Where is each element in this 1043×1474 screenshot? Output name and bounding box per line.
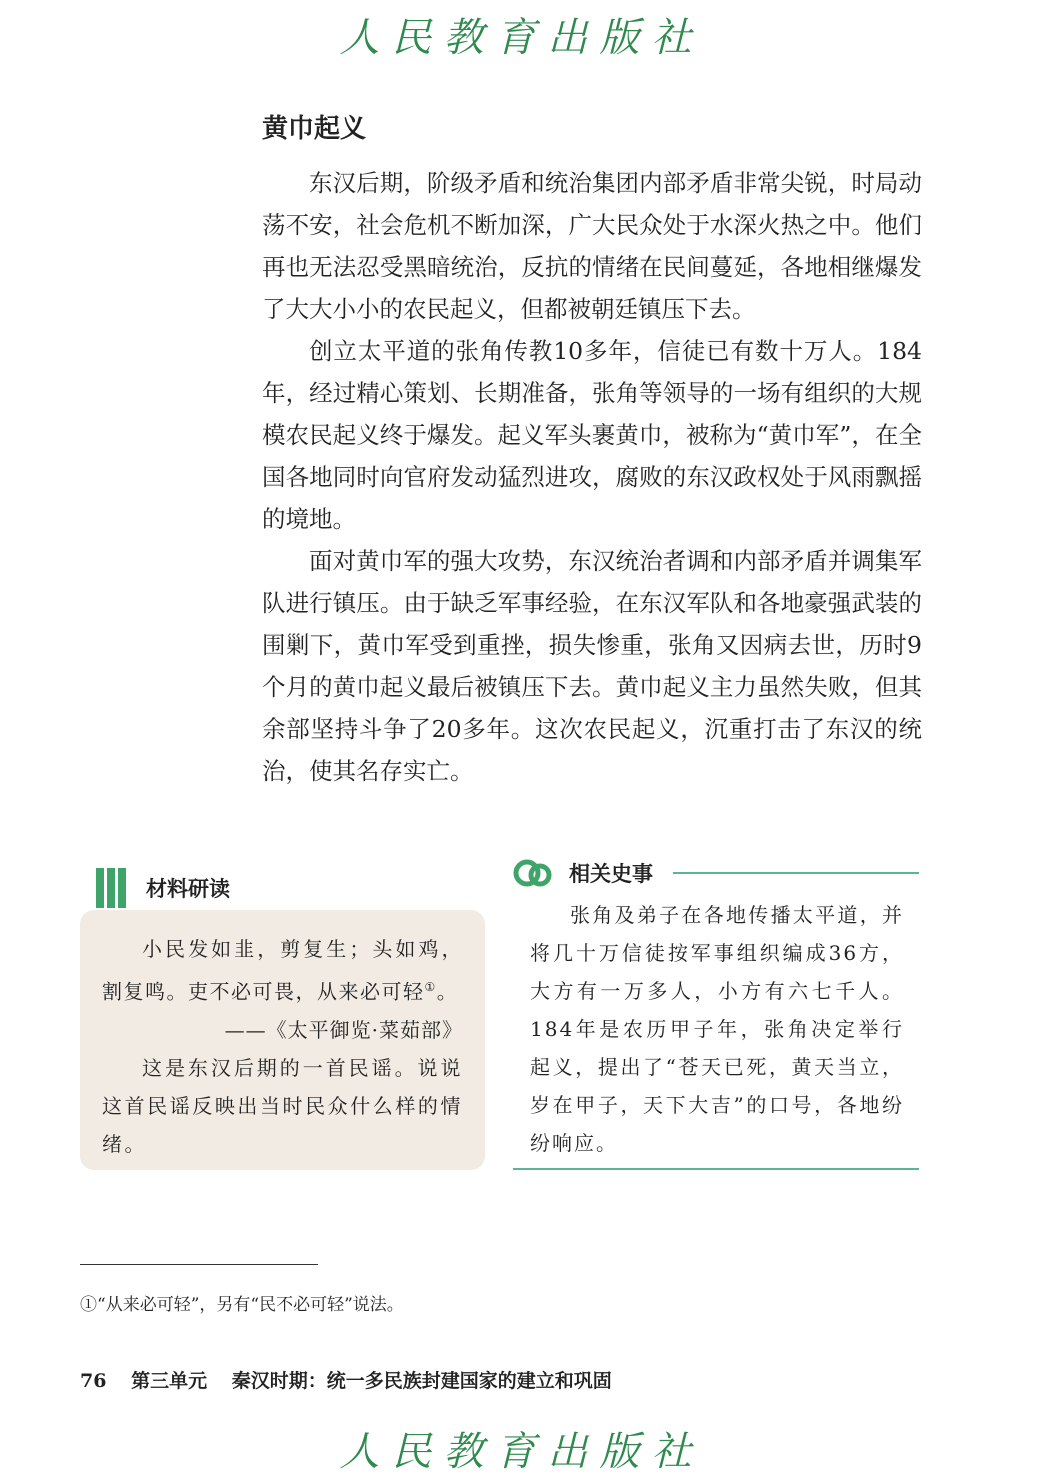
material-poem: 小民发如韭，剪复生；头如鸡，割复鸣。吏不必可畏，从来必可轻①。 (102, 937, 463, 1004)
history-box-title: 相关史事 (569, 862, 653, 886)
material-box-header (96, 868, 230, 908)
footnote-marker: ① (424, 980, 437, 994)
material-box-title: 材料研读 (146, 877, 230, 901)
page-footer (80, 1366, 612, 1393)
chapter-title: 秦汉时期：统一多民族封建国家的建立和巩固 (231, 1370, 612, 1392)
material-box (80, 910, 485, 1170)
history-box-header (513, 850, 919, 896)
history-top-rule (673, 872, 919, 874)
footnote-divider (80, 1264, 318, 1265)
book-stripes-icon (96, 868, 126, 908)
paragraph: 创立太平道的张角传教10多年，信徒已有数十万人。184年，经过精心策划、长期准备，张角等领导的一场有组织的大规模农民起义终于爆发。起义军头裹黄巾，被称为“黄巾军”，在全国各地同时向官府发动猛烈进攻，腐败的东汉政权处于风雨飘摇的境地。 (262, 337, 922, 533)
page-number: 76 (80, 1370, 107, 1392)
publisher-watermark-top: 人民教育出版社 (339, 15, 704, 61)
related-history-icon (513, 853, 553, 893)
paragraph: 面对黄巾军的强大攻势，东汉统治者调和内部矛盾并调集军队进行镇压。由于缺乏军事经验，在东汉军队和各地豪强武装的围剿下，黄巾军受到重挫，损失惨重，张角又因病去世，历时9个月的黄巾起义最后被镇压下去。黄巾起义主力虽然失败，但其余部坚持斗争了20多年。这次农民起义，沉重打击了东汉的统治，使其名存实亡。 (262, 547, 922, 785)
main-text (262, 162, 922, 792)
history-text: 张角及弟子在各地传播太平道，并将几十万信徒按军事组织编成36方，大方有一万多人，小方有六七千人。184年是农历甲子年，张角决定举行起义，提出了“苍天已死，黄天当立，岁在甲子，天下大吉”的口号，各地纷纷响应。 (530, 903, 904, 1155)
footnote: ①“从来必可轻”，另有“民不必可轻”说法。 (80, 1295, 404, 1315)
material-question: 这是东汉后期的一首民谣。说说这首民谣反映出当时民众什么样的情绪。 (102, 1055, 463, 1156)
section-heading: 黄巾起义 (262, 114, 367, 144)
material-source: ——《太平御览·菜茹部》 (224, 1017, 463, 1042)
publisher-watermark-bottom: 人民教育出版社 (339, 1429, 704, 1474)
history-bottom-rule (513, 1168, 919, 1170)
unit-label: 第三单元 (131, 1370, 208, 1392)
paragraph: 东汉后期，阶级矛盾和统治集团内部矛盾非常尖锐，时局动荡不安，社会危机不断加深，广大民众处于水深火热之中。他们再也无法忍受黑暗统治，反抗的情绪在民间蔓延，各地相继爆发了大大小小的农民起义，但都被朝廷镇压下去。 (262, 169, 922, 323)
